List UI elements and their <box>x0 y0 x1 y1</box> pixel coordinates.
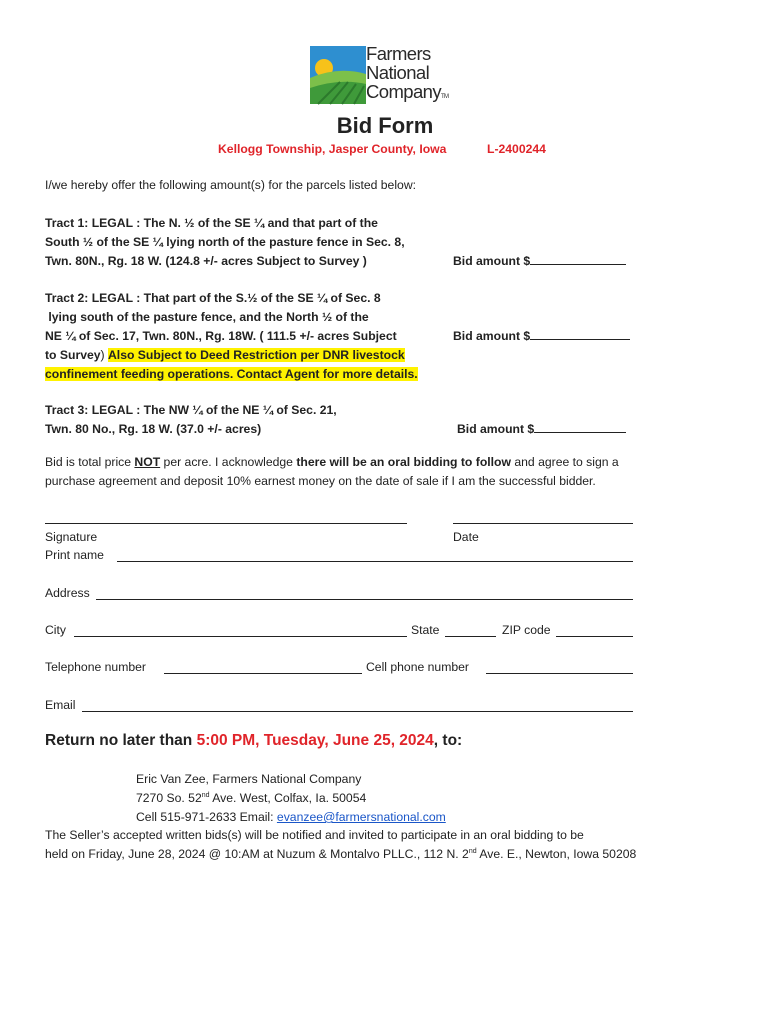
date-label: Date <box>453 530 479 544</box>
logo-tm: TM <box>440 94 449 100</box>
cell-phone-label: Cell phone number <box>366 660 469 674</box>
email-field[interactable] <box>82 711 633 712</box>
seller-note-sup: nd <box>468 847 477 855</box>
bid-amount-field[interactable] <box>534 420 626 433</box>
telephone-field[interactable] <box>164 673 362 674</box>
logo-line-2: National <box>366 62 430 83</box>
address-text: Ave. West, Colfax, Ia. 50054 <box>209 791 367 805</box>
bid-amount-label: Bid amount $ <box>453 254 531 268</box>
cell-phone-field[interactable] <box>486 673 633 674</box>
location-subtitle: Kellogg Township, Jasper County, Iowa <box>218 142 447 156</box>
seller-note <box>45 826 636 864</box>
signature-field[interactable] <box>45 523 407 524</box>
return-deadline <box>45 732 462 750</box>
email-link[interactable]: evanzee@farmersnational.com <box>276 810 446 824</box>
print-name-field[interactable] <box>117 561 633 562</box>
tract-2-line-tail: ) <box>100 348 108 362</box>
tract-3-line: Twn. 80 No., Rg. 18 W. (37.0 +/- acres) <box>45 422 262 436</box>
tract-3-description <box>45 401 337 439</box>
city-field[interactable] <box>74 636 407 637</box>
print-name-label: Print name <box>45 548 104 562</box>
contact-name: Eric Van Zee, Farmers National Company <box>136 772 362 786</box>
tract-1-description <box>45 214 405 271</box>
email-label: Email <box>45 698 76 712</box>
return-suffix: , to: <box>433 732 463 749</box>
tract-2-line: NE ¼ of Sec. 17, Twn. 80N., Rg. 18W. ( 111.5 +/- acres Subject <box>45 329 397 343</box>
return-prefix: Return no later than <box>45 732 197 749</box>
address-sup: nd <box>201 791 210 799</box>
zip-label: ZIP code <box>502 623 551 637</box>
bid-amount-field[interactable] <box>530 252 626 265</box>
date-field[interactable] <box>453 523 633 524</box>
deadline-date: 5:00 PM, Tuesday, June 25, 2024 <box>196 732 434 749</box>
seller-note-line: The Seller’s accepted written bids(s) will be notified and invited to participate in an oral bidding to be <box>45 828 584 842</box>
tract-1-bid <box>453 252 626 268</box>
tract-1-line: Twn. 80N., Rg. 18 W. (124.8 +/- acres Subject to Survey ) <box>45 254 367 268</box>
state-field[interactable] <box>445 636 496 637</box>
address-field[interactable] <box>96 599 633 600</box>
terms-not: NOT <box>134 455 161 469</box>
telephone-label: Telephone number <box>45 660 146 674</box>
tract-1-line: South ½ of the SE ¼ lying north of the pasture fence in Sec. 8, <box>45 235 405 249</box>
tract-3-line: Tract 3: LEGAL : The NW ¼ of the NE ¼ of Sec. 21, <box>45 403 337 417</box>
tract-2-bid <box>453 327 630 343</box>
city-label: City <box>45 623 66 637</box>
seller-note-text: Ave. E., Newton, Iowa 50208 <box>476 847 637 861</box>
seller-note-line <box>45 845 636 864</box>
form-title: Bid Form <box>336 113 434 138</box>
terms-paragraph <box>45 453 725 491</box>
terms-text: and agree to sign a <box>510 455 619 469</box>
signature-label: Signature <box>45 530 98 544</box>
tract-2-line: Tract 2: LEGAL : That part of the S.½ of the SE ¼ of Sec. 8 <box>45 291 381 305</box>
tract-2-description <box>45 289 418 384</box>
contact-block <box>136 770 446 827</box>
deed-restriction-note: Also Subject to Deed Restriction per DNR livestock <box>108 348 405 362</box>
zip-field[interactable] <box>556 636 633 637</box>
contact-address <box>136 789 446 808</box>
bid-amount-label: Bid amount $ <box>457 422 535 436</box>
contact-cell-email <box>136 808 446 827</box>
logo-wordmark <box>366 44 448 107</box>
intro-text: I/we hereby offer the following amount(s) for the parcels listed below: <box>45 178 417 192</box>
cell-email-text: Cell 515-971-2633 Email: <box>136 810 277 824</box>
listing-number: L-2400244 <box>487 142 546 156</box>
bid-amount-field[interactable] <box>530 327 630 340</box>
tract-1-line: Tract 1: LEGAL : The N. ½ of the SE ¼ and that part of the <box>45 216 378 230</box>
address-text: 7270 So. 52 <box>136 791 202 805</box>
terms-text: purchase agreement and deposit 10% earnest money on the date of sale if I am the successful bidder. <box>45 474 596 488</box>
deed-restriction-note: confinement feeding operations. Contact Agent for more details. <box>45 367 418 381</box>
logo-line-3: Company <box>366 81 441 102</box>
tract-2-line: to Survey <box>45 348 101 362</box>
seller-note-text: held on Friday, June 28, 2024 @ 10:AM at Nuzum & Montalvo PLLC., 112 N. 2 <box>45 847 469 861</box>
tract-2-line: lying south of the pasture fence, and the North ½ of the <box>45 310 369 324</box>
terms-oral-bidding: there will be an oral bidding to follow <box>296 455 511 469</box>
tract-3-bid <box>457 420 626 436</box>
state-label: State <box>411 623 440 637</box>
bid-amount-label: Bid amount $ <box>453 329 531 343</box>
terms-text: per acre. I acknowledge <box>160 455 297 469</box>
logo-line-1: Farmers <box>366 43 431 64</box>
terms-text: Bid is total price <box>45 455 135 469</box>
address-label: Address <box>45 586 90 600</box>
